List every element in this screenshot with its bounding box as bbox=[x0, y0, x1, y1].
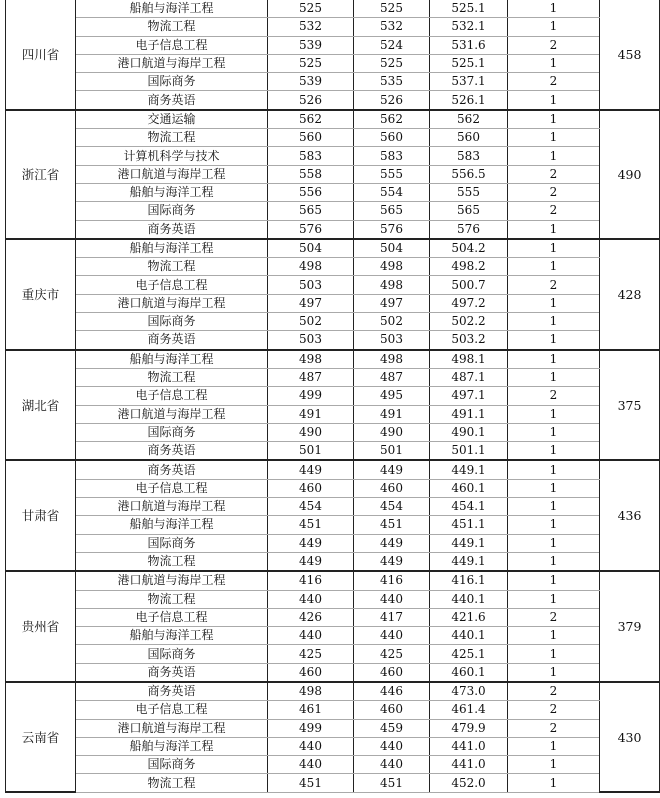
min-score-cell: 525 bbox=[354, 54, 430, 72]
table-row bbox=[6, 663, 660, 682]
max-score-cell: 460 bbox=[268, 663, 354, 682]
admitted-count-cell: 1 bbox=[508, 110, 600, 129]
major-name-cell: 商务英语 bbox=[76, 442, 268, 461]
min-score-cell: 487 bbox=[354, 368, 430, 386]
max-score-cell: 501 bbox=[268, 442, 354, 461]
min-score-cell: 501 bbox=[354, 442, 430, 461]
table-row bbox=[6, 18, 660, 36]
major-name-cell: 国际商务 bbox=[76, 645, 268, 663]
major-name-cell: 物流工程 bbox=[76, 552, 268, 571]
admitted-count-cell: 1 bbox=[508, 737, 600, 755]
avg-score-cell: 461.4 bbox=[430, 701, 508, 719]
max-score-cell: 425 bbox=[268, 645, 354, 663]
max-score-cell: 449 bbox=[268, 460, 354, 479]
table-row bbox=[6, 571, 660, 590]
table-row bbox=[6, 701, 660, 719]
avg-score-cell: 421.6 bbox=[430, 608, 508, 626]
min-score-cell: 460 bbox=[354, 701, 430, 719]
table-row bbox=[6, 54, 660, 72]
min-score-cell: 449 bbox=[354, 460, 430, 479]
major-name-cell: 物流工程 bbox=[76, 129, 268, 147]
avg-score-cell: 454.1 bbox=[430, 498, 508, 516]
table-row bbox=[6, 387, 660, 405]
admitted-count-cell: 2 bbox=[508, 608, 600, 626]
min-score-cell: 425 bbox=[354, 645, 430, 663]
max-score-cell: 556 bbox=[268, 183, 354, 201]
major-name-cell: 电子信息工程 bbox=[76, 36, 268, 54]
min-score-cell: 417 bbox=[354, 608, 430, 626]
major-name-cell: 船舶与海洋工程 bbox=[76, 183, 268, 201]
admitted-count-cell: 1 bbox=[508, 147, 600, 165]
min-score-cell: 449 bbox=[354, 552, 430, 571]
table-row bbox=[6, 774, 660, 792]
major-name-cell: 电子信息工程 bbox=[76, 387, 268, 405]
province-name-cell: 浙江省 bbox=[6, 110, 76, 239]
major-name-cell: 电子信息工程 bbox=[76, 608, 268, 626]
table-row bbox=[6, 405, 660, 423]
min-score-cell: 555 bbox=[354, 165, 430, 183]
max-score-cell: 449 bbox=[268, 534, 354, 552]
table-row bbox=[6, 110, 660, 129]
admitted-count-cell: 1 bbox=[508, 368, 600, 386]
major-name-cell: 计算机科学与技术 bbox=[76, 147, 268, 165]
avg-score-cell: 473.0 bbox=[430, 682, 508, 701]
table-row bbox=[6, 423, 660, 441]
table-row bbox=[6, 608, 660, 626]
control-line-cell: 428 bbox=[600, 239, 660, 350]
control-line-cell: 379 bbox=[600, 571, 660, 682]
major-name-cell: 物流工程 bbox=[76, 258, 268, 276]
major-name-cell: 商务英语 bbox=[76, 220, 268, 239]
max-score-cell: 562 bbox=[268, 110, 354, 129]
max-score-cell: 539 bbox=[268, 73, 354, 91]
min-score-cell: 565 bbox=[354, 202, 430, 220]
admitted-count-cell: 1 bbox=[508, 442, 600, 461]
control-line-cell: 458 bbox=[600, 0, 660, 110]
admitted-count-cell: 1 bbox=[508, 460, 600, 479]
table-row bbox=[6, 202, 660, 220]
admitted-count-cell: 2 bbox=[508, 701, 600, 719]
admitted-count-cell: 1 bbox=[508, 516, 600, 534]
max-score-cell: 449 bbox=[268, 552, 354, 571]
table-row bbox=[6, 645, 660, 663]
min-score-cell: 576 bbox=[354, 220, 430, 239]
table-row bbox=[6, 36, 660, 54]
table-row bbox=[6, 0, 660, 18]
max-score-cell: 491 bbox=[268, 405, 354, 423]
avg-score-cell: 460.1 bbox=[430, 663, 508, 682]
admitted-count-cell: 1 bbox=[508, 0, 600, 18]
admitted-count-cell: 1 bbox=[508, 552, 600, 571]
avg-score-cell: 490.1 bbox=[430, 423, 508, 441]
admitted-count-cell: 1 bbox=[508, 405, 600, 423]
admitted-count-cell: 2 bbox=[508, 165, 600, 183]
avg-score-cell: 449.1 bbox=[430, 460, 508, 479]
avg-score-cell: 526.1 bbox=[430, 91, 508, 110]
avg-score-cell: 440.1 bbox=[430, 627, 508, 645]
table-row bbox=[6, 220, 660, 239]
max-score-cell: 565 bbox=[268, 202, 354, 220]
max-score-cell: 454 bbox=[268, 498, 354, 516]
min-score-cell: 498 bbox=[354, 350, 430, 369]
max-score-cell: 498 bbox=[268, 682, 354, 701]
max-score-cell: 440 bbox=[268, 756, 354, 774]
admitted-count-cell: 1 bbox=[508, 331, 600, 350]
admitted-count-cell: 1 bbox=[508, 18, 600, 36]
table-row bbox=[6, 682, 660, 701]
major-name-cell: 船舶与海洋工程 bbox=[76, 350, 268, 369]
table-body bbox=[6, 0, 660, 792]
max-score-cell: 526 bbox=[268, 91, 354, 110]
table-row bbox=[6, 516, 660, 534]
control-line-cell: 490 bbox=[600, 110, 660, 239]
table-row bbox=[6, 73, 660, 91]
major-name-cell: 港口航道与海岸工程 bbox=[76, 719, 268, 737]
min-score-cell: 440 bbox=[354, 756, 430, 774]
min-score-cell: 504 bbox=[354, 239, 430, 258]
table-row bbox=[6, 313, 660, 331]
max-score-cell: 498 bbox=[268, 258, 354, 276]
major-name-cell: 国际商务 bbox=[76, 73, 268, 91]
major-name-cell: 电子信息工程 bbox=[76, 701, 268, 719]
major-name-cell: 船舶与海洋工程 bbox=[76, 627, 268, 645]
major-name-cell: 物流工程 bbox=[76, 774, 268, 792]
max-score-cell: 503 bbox=[268, 276, 354, 294]
major-name-cell: 交通运输 bbox=[76, 110, 268, 129]
avg-score-cell: 500.7 bbox=[430, 276, 508, 294]
avg-score-cell: 491.1 bbox=[430, 405, 508, 423]
max-score-cell: 451 bbox=[268, 516, 354, 534]
min-score-cell: 491 bbox=[354, 405, 430, 423]
max-score-cell: 499 bbox=[268, 719, 354, 737]
table-row bbox=[6, 756, 660, 774]
table-row bbox=[6, 258, 660, 276]
admitted-count-cell: 1 bbox=[508, 774, 600, 792]
min-score-cell: 532 bbox=[354, 18, 430, 36]
max-score-cell: 525 bbox=[268, 0, 354, 18]
avg-score-cell: 555 bbox=[430, 183, 508, 201]
table-row bbox=[6, 442, 660, 461]
min-score-cell: 498 bbox=[354, 276, 430, 294]
max-score-cell: 440 bbox=[268, 590, 354, 608]
admitted-count-cell: 2 bbox=[508, 73, 600, 91]
max-score-cell: 525 bbox=[268, 54, 354, 72]
admission-scores-table bbox=[5, 0, 660, 793]
major-name-cell: 港口航道与海岸工程 bbox=[76, 405, 268, 423]
min-score-cell: 524 bbox=[354, 36, 430, 54]
major-name-cell: 商务英语 bbox=[76, 91, 268, 110]
table-row bbox=[6, 294, 660, 312]
major-name-cell: 港口航道与海岸工程 bbox=[76, 571, 268, 590]
admitted-count-cell: 2 bbox=[508, 276, 600, 294]
max-score-cell: 497 bbox=[268, 294, 354, 312]
major-name-cell: 国际商务 bbox=[76, 202, 268, 220]
avg-score-cell: 531.6 bbox=[430, 36, 508, 54]
major-name-cell: 物流工程 bbox=[76, 368, 268, 386]
avg-score-cell: 449.1 bbox=[430, 552, 508, 571]
major-name-cell: 国际商务 bbox=[76, 423, 268, 441]
avg-score-cell: 460.1 bbox=[430, 479, 508, 497]
max-score-cell: 532 bbox=[268, 18, 354, 36]
major-name-cell: 船舶与海洋工程 bbox=[76, 0, 268, 18]
admitted-count-cell: 1 bbox=[508, 627, 600, 645]
min-score-cell: 440 bbox=[354, 737, 430, 755]
min-score-cell: 440 bbox=[354, 590, 430, 608]
admitted-count-cell: 2 bbox=[508, 202, 600, 220]
major-name-cell: 船舶与海洋工程 bbox=[76, 516, 268, 534]
admitted-count-cell: 1 bbox=[508, 239, 600, 258]
admitted-count-cell: 1 bbox=[508, 313, 600, 331]
min-score-cell: 560 bbox=[354, 129, 430, 147]
avg-score-cell: 487.1 bbox=[430, 368, 508, 386]
table-row bbox=[6, 350, 660, 369]
table-row bbox=[6, 460, 660, 479]
avg-score-cell: 502.2 bbox=[430, 313, 508, 331]
major-name-cell: 电子信息工程 bbox=[76, 479, 268, 497]
min-score-cell: 416 bbox=[354, 571, 430, 590]
admitted-count-cell: 1 bbox=[508, 129, 600, 147]
min-score-cell: 554 bbox=[354, 183, 430, 201]
max-score-cell: 461 bbox=[268, 701, 354, 719]
min-score-cell: 503 bbox=[354, 331, 430, 350]
admitted-count-cell: 1 bbox=[508, 91, 600, 110]
avg-score-cell: 583 bbox=[430, 147, 508, 165]
table-row bbox=[6, 239, 660, 258]
major-name-cell: 商务英语 bbox=[76, 682, 268, 701]
table-row bbox=[6, 627, 660, 645]
min-score-cell: 562 bbox=[354, 110, 430, 129]
major-name-cell: 商务英语 bbox=[76, 331, 268, 350]
table-row bbox=[6, 91, 660, 110]
admitted-count-cell: 2 bbox=[508, 387, 600, 405]
max-score-cell: 490 bbox=[268, 423, 354, 441]
major-name-cell: 商务英语 bbox=[76, 460, 268, 479]
avg-score-cell: 416.1 bbox=[430, 571, 508, 590]
max-score-cell: 499 bbox=[268, 387, 354, 405]
avg-score-cell: 479.9 bbox=[430, 719, 508, 737]
control-line-cell: 430 bbox=[600, 682, 660, 792]
major-name-cell: 港口航道与海岸工程 bbox=[76, 165, 268, 183]
admitted-count-cell: 1 bbox=[508, 258, 600, 276]
avg-score-cell: 565 bbox=[430, 202, 508, 220]
table-row bbox=[6, 165, 660, 183]
admitted-count-cell: 1 bbox=[508, 54, 600, 72]
admitted-count-cell: 1 bbox=[508, 645, 600, 663]
min-score-cell: 583 bbox=[354, 147, 430, 165]
avg-score-cell: 425.1 bbox=[430, 645, 508, 663]
min-score-cell: 526 bbox=[354, 91, 430, 110]
max-score-cell: 440 bbox=[268, 737, 354, 755]
min-score-cell: 460 bbox=[354, 479, 430, 497]
max-score-cell: 583 bbox=[268, 147, 354, 165]
admitted-count-cell: 2 bbox=[508, 183, 600, 201]
table-row bbox=[6, 147, 660, 165]
admitted-count-cell: 1 bbox=[508, 350, 600, 369]
min-score-cell: 460 bbox=[354, 663, 430, 682]
admitted-count-cell: 1 bbox=[508, 663, 600, 682]
admitted-count-cell: 1 bbox=[508, 498, 600, 516]
min-score-cell: 454 bbox=[354, 498, 430, 516]
avg-score-cell: 556.5 bbox=[430, 165, 508, 183]
avg-score-cell: 497.1 bbox=[430, 387, 508, 405]
admitted-count-cell: 1 bbox=[508, 294, 600, 312]
max-score-cell: 487 bbox=[268, 368, 354, 386]
min-score-cell: 525 bbox=[354, 0, 430, 18]
major-name-cell: 电子信息工程 bbox=[76, 276, 268, 294]
avg-score-cell: 452.0 bbox=[430, 774, 508, 792]
province-name-cell: 贵州省 bbox=[6, 571, 76, 682]
major-name-cell: 物流工程 bbox=[76, 590, 268, 608]
max-score-cell: 576 bbox=[268, 220, 354, 239]
admitted-count-cell: 1 bbox=[508, 479, 600, 497]
min-score-cell: 502 bbox=[354, 313, 430, 331]
table-row bbox=[6, 479, 660, 497]
avg-score-cell: 532.1 bbox=[430, 18, 508, 36]
max-score-cell: 539 bbox=[268, 36, 354, 54]
province-name-cell: 四川省 bbox=[6, 0, 76, 110]
admitted-count-cell: 1 bbox=[508, 590, 600, 608]
table-row bbox=[6, 552, 660, 571]
max-score-cell: 504 bbox=[268, 239, 354, 258]
major-name-cell: 港口航道与海岸工程 bbox=[76, 54, 268, 72]
admitted-count-cell: 1 bbox=[508, 423, 600, 441]
table-row bbox=[6, 183, 660, 201]
major-name-cell: 港口航道与海岸工程 bbox=[76, 294, 268, 312]
avg-score-cell: 501.1 bbox=[430, 442, 508, 461]
max-score-cell: 451 bbox=[268, 774, 354, 792]
province-name-cell: 甘肃省 bbox=[6, 460, 76, 571]
min-score-cell: 490 bbox=[354, 423, 430, 441]
major-name-cell: 国际商务 bbox=[76, 313, 268, 331]
admitted-count-cell: 1 bbox=[508, 534, 600, 552]
max-score-cell: 426 bbox=[268, 608, 354, 626]
table-row bbox=[6, 368, 660, 386]
min-score-cell: 498 bbox=[354, 258, 430, 276]
major-name-cell: 物流工程 bbox=[76, 18, 268, 36]
major-name-cell: 国际商务 bbox=[76, 534, 268, 552]
avg-score-cell: 451.1 bbox=[430, 516, 508, 534]
table-row bbox=[6, 719, 660, 737]
avg-score-cell: 449.1 bbox=[430, 534, 508, 552]
admitted-count-cell: 1 bbox=[508, 756, 600, 774]
avg-score-cell: 440.1 bbox=[430, 590, 508, 608]
min-score-cell: 440 bbox=[354, 627, 430, 645]
max-score-cell: 440 bbox=[268, 627, 354, 645]
avg-score-cell: 562 bbox=[430, 110, 508, 129]
avg-score-cell: 497.2 bbox=[430, 294, 508, 312]
min-score-cell: 459 bbox=[354, 719, 430, 737]
table-row bbox=[6, 276, 660, 294]
max-score-cell: 460 bbox=[268, 479, 354, 497]
max-score-cell: 502 bbox=[268, 313, 354, 331]
avg-score-cell: 498.2 bbox=[430, 258, 508, 276]
max-score-cell: 503 bbox=[268, 331, 354, 350]
admitted-count-cell: 1 bbox=[508, 220, 600, 239]
control-line-cell: 375 bbox=[600, 350, 660, 461]
major-name-cell: 船舶与海洋工程 bbox=[76, 737, 268, 755]
admitted-count-cell: 1 bbox=[508, 571, 600, 590]
avg-score-cell: 560 bbox=[430, 129, 508, 147]
table-row bbox=[6, 737, 660, 755]
min-score-cell: 497 bbox=[354, 294, 430, 312]
province-name-cell: 重庆市 bbox=[6, 239, 76, 350]
avg-score-cell: 441.0 bbox=[430, 737, 508, 755]
min-score-cell: 495 bbox=[354, 387, 430, 405]
admitted-count-cell: 2 bbox=[508, 36, 600, 54]
table-row bbox=[6, 129, 660, 147]
province-name-cell: 湖北省 bbox=[6, 350, 76, 461]
max-score-cell: 498 bbox=[268, 350, 354, 369]
admitted-count-cell: 2 bbox=[508, 719, 600, 737]
max-score-cell: 558 bbox=[268, 165, 354, 183]
avg-score-cell: 503.2 bbox=[430, 331, 508, 350]
min-score-cell: 451 bbox=[354, 516, 430, 534]
min-score-cell: 449 bbox=[354, 534, 430, 552]
control-line-cell: 436 bbox=[600, 460, 660, 571]
major-name-cell: 商务英语 bbox=[76, 663, 268, 682]
province-name-cell: 云南省 bbox=[6, 682, 76, 792]
min-score-cell: 451 bbox=[354, 774, 430, 792]
table-row bbox=[6, 331, 660, 350]
table-row bbox=[6, 590, 660, 608]
avg-score-cell: 498.1 bbox=[430, 350, 508, 369]
major-name-cell: 船舶与海洋工程 bbox=[76, 239, 268, 258]
max-score-cell: 416 bbox=[268, 571, 354, 590]
max-score-cell: 560 bbox=[268, 129, 354, 147]
avg-score-cell: 525.1 bbox=[430, 0, 508, 18]
avg-score-cell: 441.0 bbox=[430, 756, 508, 774]
admitted-count-cell: 2 bbox=[508, 682, 600, 701]
avg-score-cell: 576 bbox=[430, 220, 508, 239]
avg-score-cell: 525.1 bbox=[430, 54, 508, 72]
avg-score-cell: 504.2 bbox=[430, 239, 508, 258]
major-name-cell: 港口航道与海岸工程 bbox=[76, 498, 268, 516]
table-row bbox=[6, 534, 660, 552]
major-name-cell: 国际商务 bbox=[76, 756, 268, 774]
min-score-cell: 535 bbox=[354, 73, 430, 91]
avg-score-cell: 537.1 bbox=[430, 73, 508, 91]
table-row bbox=[6, 498, 660, 516]
min-score-cell: 446 bbox=[354, 682, 430, 701]
